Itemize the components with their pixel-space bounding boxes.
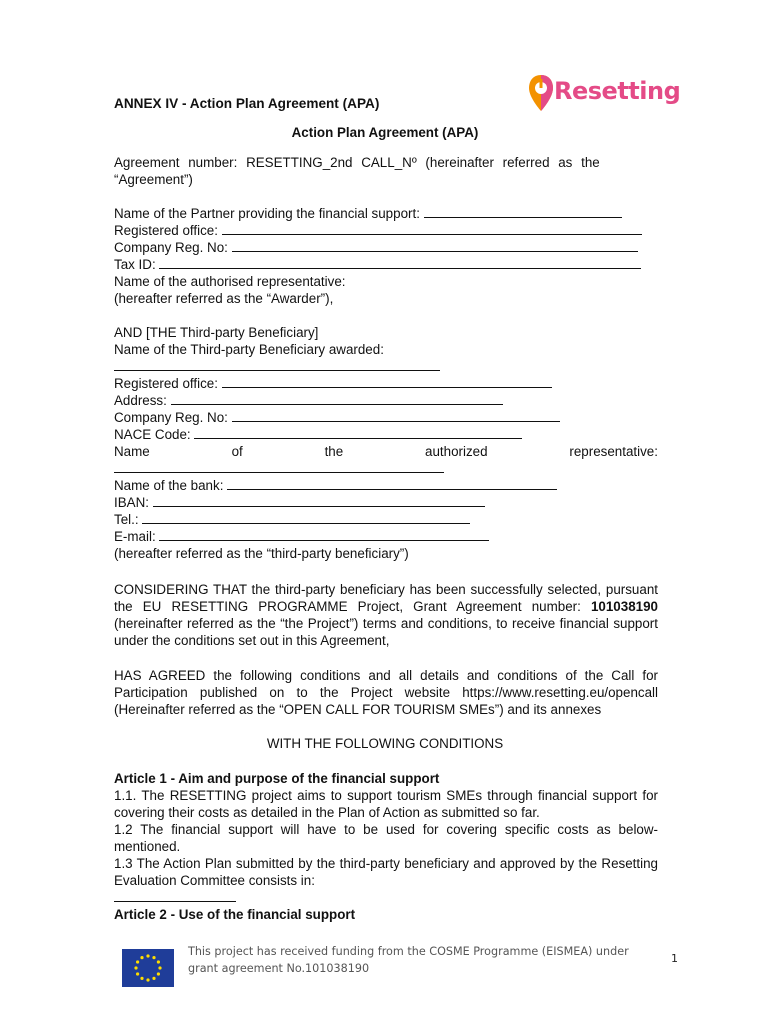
document-subtitle: Action Plan Agreement (APA) [291,125,479,140]
iban-label: IBAN: [114,495,149,510]
beneficiary-office-field[interactable] [222,375,552,388]
partner-name-label: Name of the Partner providing the financial support: [114,206,420,221]
article-1-paragraph-1: 1.1. The RESETTING project aims to support tourism SMEs through financial support for covering their costs as detailed in the Plan of Action as submitted so far. [114,788,658,820]
eu-stars-icon [122,949,174,987]
partner-section [114,205,658,307]
action-plan-field[interactable] [114,889,236,902]
agreement-line-1 [114,154,658,171]
considering-text: CONSIDERING THAT the third-party beneficiary has been successfully selected, pursuant the EU RESETTING PROGRAMME Project, Grant Agreement number: [114,582,658,614]
eu-flag [122,949,174,987]
bank-field[interactable] [227,477,557,490]
partner-office-field[interactable] [222,222,642,235]
email-field[interactable] [159,528,489,541]
bank-label: Name of the bank: [114,478,224,493]
agreement-line-2: “Agreement”) [114,172,193,187]
partner-tax-field[interactable] [159,256,641,269]
beneficiary-nace-label: NACE Code: [114,427,191,442]
conditions-heading: WITH THE FOLLOWING CONDITIONS [266,736,504,751]
partner-tax-label: Tax ID: [114,257,156,272]
partner-name-field[interactable] [424,205,622,218]
location-pin-icon [527,73,555,119]
grant-number: 101038190 [590,599,658,614]
beneficiary-office-label: Registered office: [114,376,218,391]
considering-text-continued: (hereinafter referred as the “the Project”) terms and conditions, to receive financial support under the conditions set out in this Agreement, [114,616,658,648]
awarder-text: (hereafter referred as the “Awarder”), [114,291,334,306]
beneficiary-rep-field[interactable] [114,460,444,473]
tel-label: Tel.: [114,512,139,527]
and-beneficiary-line: AND [THE Third-party Beneficiary] [114,325,319,340]
article-1-paragraph-2: 1.2 The financial support will have to be used for covering specific costs as below-mentioned. [114,822,658,854]
beneficiary-name-field[interactable] [114,358,440,371]
article-1-title: Article 1 - Aim and purpose of the financial support [114,771,440,786]
third-party-text: (hereafter referred as the “third-party beneficiary”) [114,546,409,561]
annex-title: ANNEX IV - Action Plan Agreement (APA) [114,96,380,111]
partner-office-label: Registered office: [114,223,218,238]
rep-word: the [324,444,344,459]
rep-word: Name [114,444,150,459]
agreement-number [114,154,658,188]
agreed-paragraph: HAS AGREED the following conditions and all details and conditions of the Call for Participation published on to the Project website https://www.resetting.eu/opencall (Hereinafter referred as the “OPEN CALL FOR TOURISM SMEs”) and its annexes [114,668,658,717]
rep-word: authorized [425,444,488,459]
beneficiary-address-field[interactable] [171,392,503,405]
funding-notice-line-1: This project has received funding from the COSME Programme (EISMEA) under [188,945,629,958]
funding-notice-line-2: grant agreement No.101038190 [188,962,370,975]
partner-reg-label: Company Reg. No: [114,240,228,255]
beneficiary-reg-field[interactable] [232,409,560,422]
email-label: E-mail: [114,529,156,544]
article-1 [114,770,658,923]
considering-paragraph [114,581,658,649]
rep-word: representative: [569,444,658,459]
rep-word: of [231,444,243,459]
page-number: 1 [671,952,678,965]
beneficiary-nace-field[interactable] [194,426,522,439]
iban-field[interactable] [153,494,485,507]
resetting-logo [527,73,681,119]
beneficiary-section [114,324,658,562]
article-2-title: Article 2 - Use of the financial support [114,907,356,922]
agreement-line-1-text: Agreement number: RESETTING_2nd CALL_Nº (hereinafter referred as the [114,155,600,170]
funding-notice [188,943,629,977]
article-1-paragraph-3: 1.3 The Action Plan submitted by the third-party beneficiary and approved by the Resetting Evaluation Committee consists in: [114,856,658,888]
beneficiary-rep-label [114,443,658,460]
beneficiary-name-label: Name of the Third-party Beneficiary awarded: [114,342,384,357]
beneficiary-address-label: Address: [114,393,167,408]
partner-reg-field[interactable] [232,239,638,252]
logo-wordmark: Resetting [554,77,681,105]
beneficiary-reg-label: Company Reg. No: [114,410,228,425]
tel-field[interactable] [142,511,470,524]
partner-rep-label: Name of the authorised representative: [114,274,346,289]
